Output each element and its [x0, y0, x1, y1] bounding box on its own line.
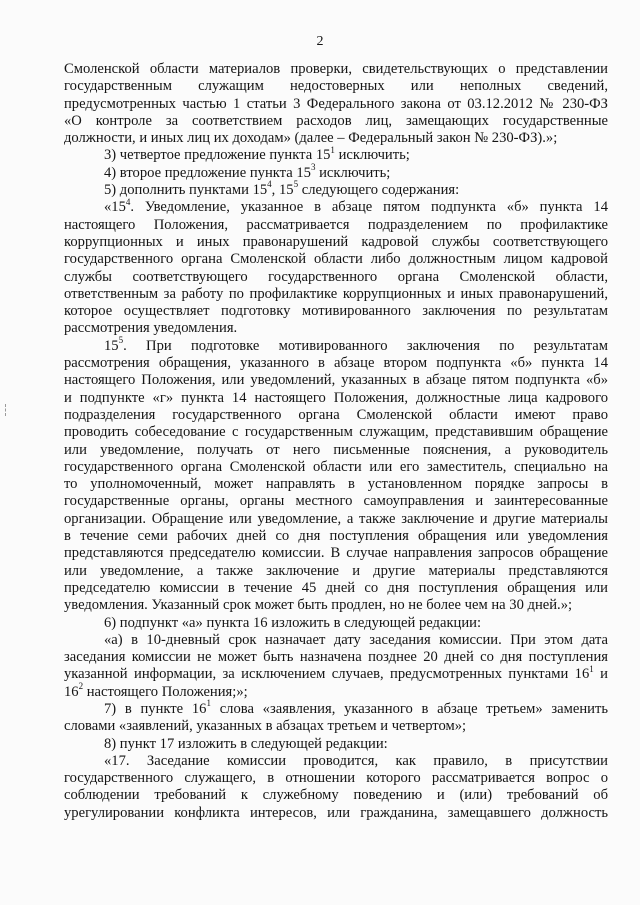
- text-line: [64, 286, 608, 303]
- text-line: [64, 718, 608, 735]
- text-line: [64, 196, 608, 216]
- text-segment: 6) подпункт «а» пункта 16 изложить в следующей редакции:: [104, 614, 482, 631]
- document-body: [64, 61, 608, 822]
- superscript: 1: [330, 144, 335, 155]
- text-line: [64, 113, 608, 130]
- text-segment: государственного служащего, в отношении которого рассматривается вопрос о: [64, 770, 608, 787]
- text-segment: или уведомление, а также заключение и другие материалы представляются: [64, 562, 608, 579]
- text-line: [64, 493, 608, 510]
- text-segment: 3) четвертое предложение пункта 15: [104, 147, 331, 164]
- text-segment: государственного органа Смоленской области или его заместитель, специально на: [64, 458, 608, 475]
- text-line: [64, 320, 608, 337]
- text-line: [64, 251, 608, 268]
- text-line: [64, 355, 608, 372]
- text-line: [64, 61, 608, 78]
- superscript: 1: [206, 698, 211, 709]
- text-segment: рассмотрения уведомления.: [64, 320, 238, 337]
- text-segment: , 15: [271, 182, 294, 199]
- text-line: [64, 234, 608, 251]
- superscript: 5: [293, 179, 299, 190]
- text-segment: . Уведомление, указанное в абзаце пятом подпункта «б» пункта 14: [130, 199, 608, 216]
- superscript: 3: [310, 161, 316, 172]
- superscript: 5: [118, 334, 124, 345]
- text-segment: Смоленской области материалов проверки, свидетельствующих о представлении: [64, 61, 608, 77]
- text-segment: рассмотрения обращения, указанного в абзаце втором подпункта «б» пункта 14: [64, 355, 608, 372]
- text-segment: заседания комиссии не может быть назначена позднее 20 дней со дня поступления: [64, 649, 608, 666]
- text-line: [64, 424, 608, 441]
- text-line: [64, 303, 608, 320]
- text-segment: соблюдении требований к служебному поведению и (или) требований об: [64, 787, 608, 804]
- text-segment: словами «заявлений, указанных в абзацах третьем и четвертом»;: [64, 718, 467, 735]
- text-line: [64, 770, 608, 787]
- text-segment: председателю комиссии в течение 45 дней со дня поступления обращения или: [64, 579, 608, 596]
- text-segment: которое осуществляет подготовку мотивированного заключения по результатам: [64, 303, 608, 320]
- text-line: [64, 580, 608, 597]
- text-line: [64, 217, 608, 234]
- text-segment: организации. Обращение или уведомление, а также заключение и другие материалы: [64, 510, 608, 527]
- text-segment: в течение семи рабочих дней со дня поступления обращения или уведомления: [64, 528, 608, 545]
- superscript: 2: [78, 680, 84, 691]
- text-line: [64, 96, 608, 113]
- text-line: [64, 459, 608, 476]
- text-line: [64, 528, 608, 545]
- text-segment: ответственным за работу по профилактике коррупционных и иных правонарушений,: [64, 285, 608, 302]
- text-segment: «15: [104, 199, 126, 216]
- text-segment: уведомления. Указанный срок может быть продлен, но не более чем на 30 дней.»;: [64, 597, 573, 614]
- text-line: [64, 649, 608, 666]
- text-segment: 8) пункт 17 изложить в следующей редакции:: [104, 735, 388, 752]
- text-line: [64, 442, 608, 459]
- text-line: [64, 130, 608, 147]
- text-line: [64, 787, 608, 804]
- text-line: [64, 390, 608, 407]
- text-line: [64, 597, 608, 614]
- text-line: [64, 805, 608, 822]
- text-segment: представляются председателю комиссии. В случае направления запросов обращение: [64, 545, 608, 562]
- text-segment: исключить;: [334, 147, 410, 164]
- text-line: [64, 615, 608, 632]
- text-line: [64, 179, 608, 199]
- text-segment: урегулировании конфликта интересов, или гражданина, замещавшего должность: [64, 804, 608, 821]
- text-segment: службы соответствующего государственного органа Смоленской области,: [64, 268, 608, 285]
- text-line: [64, 334, 608, 355]
- text-segment: . При подготовке мотивированного заключения по результатам: [123, 337, 608, 354]
- text-segment: «17. Заседание комиссии проводится, как правило, в присутствии: [104, 752, 608, 769]
- text-segment: слова «заявления, указанного в абзаце третьем» заменить: [210, 700, 608, 717]
- text-line: [64, 476, 608, 493]
- superscript: 4: [267, 179, 272, 190]
- text-segment: или уведомление, получать от него письменные пояснения, а руководитель: [64, 441, 608, 458]
- text-segment: должности, и иных лиц их доходам» (далее – Федеральный закон № 230-ФЗ).»;: [64, 130, 558, 147]
- text-segment: предусмотренных частью 1 статьи 3 Федерального закона от 03.12.2012 № 230-ФЗ: [64, 95, 608, 112]
- text-segment: «О контроле за соответствием расходов лиц, замещающих государственные: [64, 112, 608, 129]
- text-segment: то уполномоченный, может направлять в установленном порядке запросы в: [64, 476, 608, 493]
- text-segment: и подпункте «г» пункта 14 настоящего Положения, должностные лица кадрового: [64, 389, 608, 406]
- text-segment: коррупционных и иных правонарушений кадровой службы соответствующего: [64, 233, 608, 250]
- text-segment: исключить;: [315, 164, 391, 181]
- text-line: [64, 372, 608, 389]
- text-segment: настоящего Положения, рассматривается подразделением по профилактике: [64, 216, 608, 233]
- text-segment: подразделения государственного органа Смоленской области имеют право: [64, 406, 608, 423]
- superscript: 1: [589, 663, 594, 674]
- text-line: [64, 545, 608, 562]
- text-segment: 16: [64, 683, 79, 700]
- text-segment: 15: [104, 337, 119, 354]
- scan-margin-mark: [5, 404, 8, 416]
- text-line: [64, 632, 608, 649]
- text-line: [64, 680, 608, 701]
- text-segment: государственного органа Смоленской области либо должностным лицом кадровой: [64, 251, 608, 268]
- text-line: [64, 736, 608, 753]
- text-segment: и: [593, 666, 608, 683]
- text-segment: настоящего Положения;»;: [83, 683, 248, 700]
- text-segment: 5) дополнить пунктами 15: [104, 182, 268, 199]
- text-line: [64, 161, 608, 182]
- text-line: [64, 698, 608, 718]
- text-segment: государственным служащим недостоверных или неполных сведений,: [64, 78, 608, 95]
- text-segment: 7) в пункте 16: [104, 700, 207, 717]
- text-segment: «а) в 10-дневный срок назначает дату заседания комиссии. При этом дата: [104, 631, 608, 648]
- text-line: [64, 78, 608, 95]
- text-line: [64, 563, 608, 580]
- text-segment: государственные органы, органы местного самоуправления и заинтересованные: [64, 493, 608, 510]
- text-segment: проводить собеседование с государственным служащим, представившим обращение: [64, 424, 608, 441]
- text-line: [64, 407, 608, 424]
- text-segment: следующего содержания:: [298, 182, 460, 199]
- text-line: [64, 511, 608, 528]
- text-line: [64, 144, 608, 164]
- text-segment: указанной информации, за исключением случаев, предусмотренных пунктами 16: [64, 666, 590, 683]
- text-line: [64, 269, 608, 286]
- text-segment: настоящего Положения, или уведомлений, указанных в абзаце пятом подпункта «б»: [64, 372, 608, 389]
- text-segment: 4) второе предложение пункта 15: [104, 164, 311, 181]
- text-line: [64, 753, 608, 770]
- text-line: [64, 663, 608, 683]
- superscript: 4: [125, 196, 131, 207]
- page-number: 2: [316, 34, 324, 49]
